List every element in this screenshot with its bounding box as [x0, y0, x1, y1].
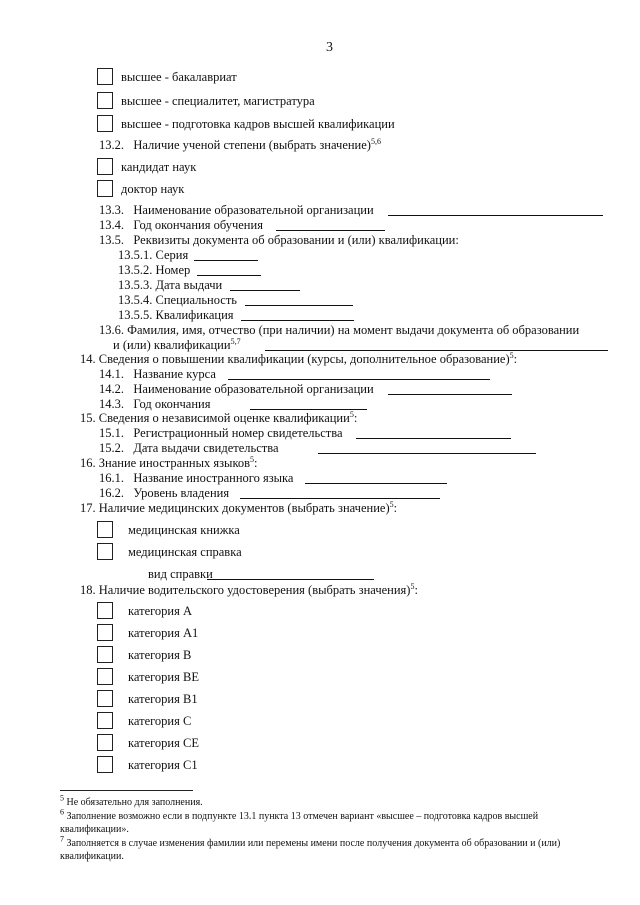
section-15-2: [99, 441, 279, 455]
checkbox-category-b1[interactable]: [97, 690, 113, 707]
s17-tail: :: [393, 501, 398, 515]
section-14-3: [99, 397, 210, 411]
s16-2-text: Уровень владения: [133, 486, 230, 500]
s13-5-5-text: Квалификация: [155, 308, 234, 322]
section-13-5-1: [118, 248, 188, 262]
section-13-3: [99, 203, 374, 217]
s13-5-5-num: 13.5.5.: [118, 308, 153, 322]
field-language-level[interactable]: [240, 498, 440, 499]
option-med-certificate-label: медицинская справка: [128, 545, 242, 559]
field-qualification[interactable]: [241, 320, 354, 321]
s16-sup: 5: [250, 454, 255, 464]
s13-6-text: и (или) квалификации: [113, 338, 231, 352]
s13-5-1-text: Серия: [155, 248, 189, 262]
s13-3-num: 13.3.: [99, 203, 124, 217]
s15-sup: 5: [349, 409, 354, 419]
checkbox-med-book[interactable]: [97, 521, 113, 538]
fn7-mark: 7: [60, 834, 64, 844]
fn6-text1: Заполнение возможно если в подпункте 13.1 пункта 13 отмечен вариант «высшее – подготовка кадров высшей: [64, 811, 539, 822]
s13-3-text: Наименование образовательной организации: [133, 203, 374, 217]
option-doctor-label: доктор наук: [121, 182, 185, 196]
s18-tail: :: [414, 583, 418, 597]
s14-3-num: 14.3.: [99, 397, 124, 411]
s17-text: 17. Наличие медицинских документов (выбрать значение): [80, 501, 390, 515]
s16-1-num: 16.1.: [99, 471, 124, 485]
field-course-org[interactable]: [388, 394, 512, 395]
option-med-book-label: медицинская книжка: [128, 523, 240, 537]
section-14-heading: [80, 352, 517, 366]
section-13-2: [99, 138, 381, 152]
footnote-7-line2: квалификации.: [60, 851, 124, 862]
field-org-name[interactable]: [388, 215, 603, 216]
s14-tail: :: [513, 352, 518, 366]
footnote-6-line1: [60, 807, 539, 823]
checkbox-doctor[interactable]: [97, 180, 113, 197]
checkbox-category-a[interactable]: [97, 602, 113, 619]
checkbox-higher-qualification[interactable]: [97, 115, 113, 132]
category-b1-label: категория В1: [128, 692, 198, 706]
fn6-mark: 6: [60, 807, 64, 817]
field-doc-date[interactable]: [230, 290, 300, 291]
s13-4-text: Год окончания обучения: [133, 218, 263, 232]
s14-sup: 5: [509, 350, 514, 360]
category-a1-label: категория А1: [128, 626, 199, 640]
option-candidate-label: кандидат наук: [121, 160, 197, 174]
s14-text: 14. Сведения о повышении квалификации (курсы, дополнительное образование): [80, 352, 510, 366]
footnote-7-line1: [60, 834, 561, 850]
checkbox-specialist-master[interactable]: [97, 92, 113, 109]
checkbox-bachelor[interactable]: [97, 68, 113, 85]
field-name-at-issue[interactable]: [265, 350, 608, 351]
s13-5-3-text: Дата выдачи: [155, 278, 223, 292]
s13-2-sup: 5,6: [370, 136, 381, 146]
fn7-text1: Заполняется в случае изменения фамилии или перемены имени после получения документа об образовании и (или): [64, 838, 561, 849]
checkbox-category-a1[interactable]: [97, 624, 113, 641]
s13-5-1-num: 13.5.1.: [118, 248, 153, 262]
section-16-2: [99, 486, 229, 500]
section-16-heading: [80, 456, 258, 470]
s15-1-num: 15.1.: [99, 426, 124, 440]
s15-2-text: Дата выдачи свидетельства: [133, 441, 279, 455]
s15-2-num: 15.2.: [99, 441, 124, 455]
section-18-heading: [80, 583, 418, 597]
s14-2-num: 14.2.: [99, 382, 124, 396]
category-c-label: категория С: [128, 714, 192, 728]
s13-5-2-num: 13.5.2.: [118, 263, 153, 277]
category-ce-label: категория СЕ: [128, 736, 199, 750]
category-b-label: категория В: [128, 648, 192, 662]
s13-4-num: 13.4.: [99, 218, 124, 232]
field-cert-number[interactable]: [356, 438, 511, 439]
s15-1-text: Регистрационный номер свидетельства: [133, 426, 343, 440]
s13-2-text: Наличие ученой степени (выбрать значение): [133, 138, 371, 152]
checkbox-category-c[interactable]: [97, 712, 113, 729]
section-13-5: [99, 233, 459, 247]
s14-3-text: Год окончания: [133, 397, 211, 411]
section-14-2: [99, 382, 374, 396]
checkbox-med-certificate[interactable]: [97, 543, 113, 560]
section-15-1: [99, 426, 343, 440]
footnote-5: [60, 793, 203, 809]
checkbox-category-ce[interactable]: [97, 734, 113, 751]
category-c1-label: категория С1: [128, 758, 198, 772]
section-17-heading: [80, 501, 397, 515]
s13-5-4-text: Специальность: [155, 293, 238, 307]
section-13-6-line2: [113, 338, 241, 352]
field-language-name[interactable]: [305, 483, 447, 484]
page-number: 3: [326, 40, 333, 55]
field-doc-number[interactable]: [197, 275, 261, 276]
field-cert-date[interactable]: [318, 453, 536, 454]
s16-text: 16. Знание иностранных языков: [80, 456, 251, 470]
s13-6-sup: 5,7: [230, 336, 241, 346]
s16-2-num: 16.2.: [99, 486, 124, 500]
section-14-1: [99, 367, 216, 381]
checkbox-category-be[interactable]: [97, 668, 113, 685]
checkbox-candidate[interactable]: [97, 158, 113, 175]
fn5-mark: 5: [60, 793, 64, 803]
option-bachelor-label: высшее - бакалавриат: [121, 70, 237, 84]
s14-1-text: Название курса: [133, 367, 216, 381]
checkbox-category-c1[interactable]: [97, 756, 113, 773]
section-15-heading: [80, 411, 357, 425]
s18-text: 18. Наличие водительского удостоверения (выбрать значения): [80, 583, 411, 597]
s13-2-num: 13.2.: [99, 138, 124, 152]
section-13-5-5: [118, 308, 234, 322]
s17-sup: 5: [389, 499, 394, 509]
footnote-separator: [60, 790, 193, 791]
section-13-4: [99, 218, 263, 232]
s15-text: 15. Сведения о независимой оценке квалификации: [80, 411, 350, 425]
field-specialty[interactable]: [245, 305, 353, 306]
section-13-6-line1: 13.6. Фамилия, имя, отчество (при наличии) на момент выдачи документа об образовании: [99, 323, 580, 337]
section-13-5-3: [118, 278, 222, 292]
field-graduation-year[interactable]: [276, 230, 385, 231]
section-13-5-2: [118, 263, 190, 277]
s13-5-4-num: 13.5.4.: [118, 293, 153, 307]
s16-tail: :: [254, 456, 258, 470]
checkbox-category-b[interactable]: [97, 646, 113, 663]
category-be-label: категория ВЕ: [128, 670, 199, 684]
med-kind-label: вид справки: [148, 567, 213, 581]
s14-2-text: Наименование образовательной организации: [133, 382, 374, 396]
s16-1-text: Название иностранного языка: [133, 471, 294, 485]
s14-1-num: 14.1.: [99, 367, 124, 381]
section-16-1: [99, 471, 293, 485]
option-specialist-label: высшее - специалитет, магистратура: [121, 94, 315, 108]
s18-sup: 5: [410, 581, 415, 591]
option-higher-qualification-label: высшее - подготовка кадров высшей квалификации: [121, 117, 395, 131]
s13-5-num: 13.5.: [99, 233, 124, 247]
section-13-5-4: [118, 293, 237, 307]
field-med-kind[interactable]: [207, 579, 374, 580]
field-doc-series[interactable]: [194, 260, 258, 261]
s15-tail: :: [353, 411, 358, 425]
s13-5-text: Реквизиты документа об образовании и (или) квалификации:: [133, 233, 459, 247]
fn5-text: Не обязательно для заполнения.: [64, 797, 203, 808]
footnote-6-line2: квалификации».: [60, 824, 129, 835]
s13-5-2-text: Номер: [155, 263, 191, 277]
s13-5-3-num: 13.5.3.: [118, 278, 153, 292]
category-a-label: категория А: [128, 604, 193, 618]
field-course-name[interactable]: [228, 379, 490, 380]
